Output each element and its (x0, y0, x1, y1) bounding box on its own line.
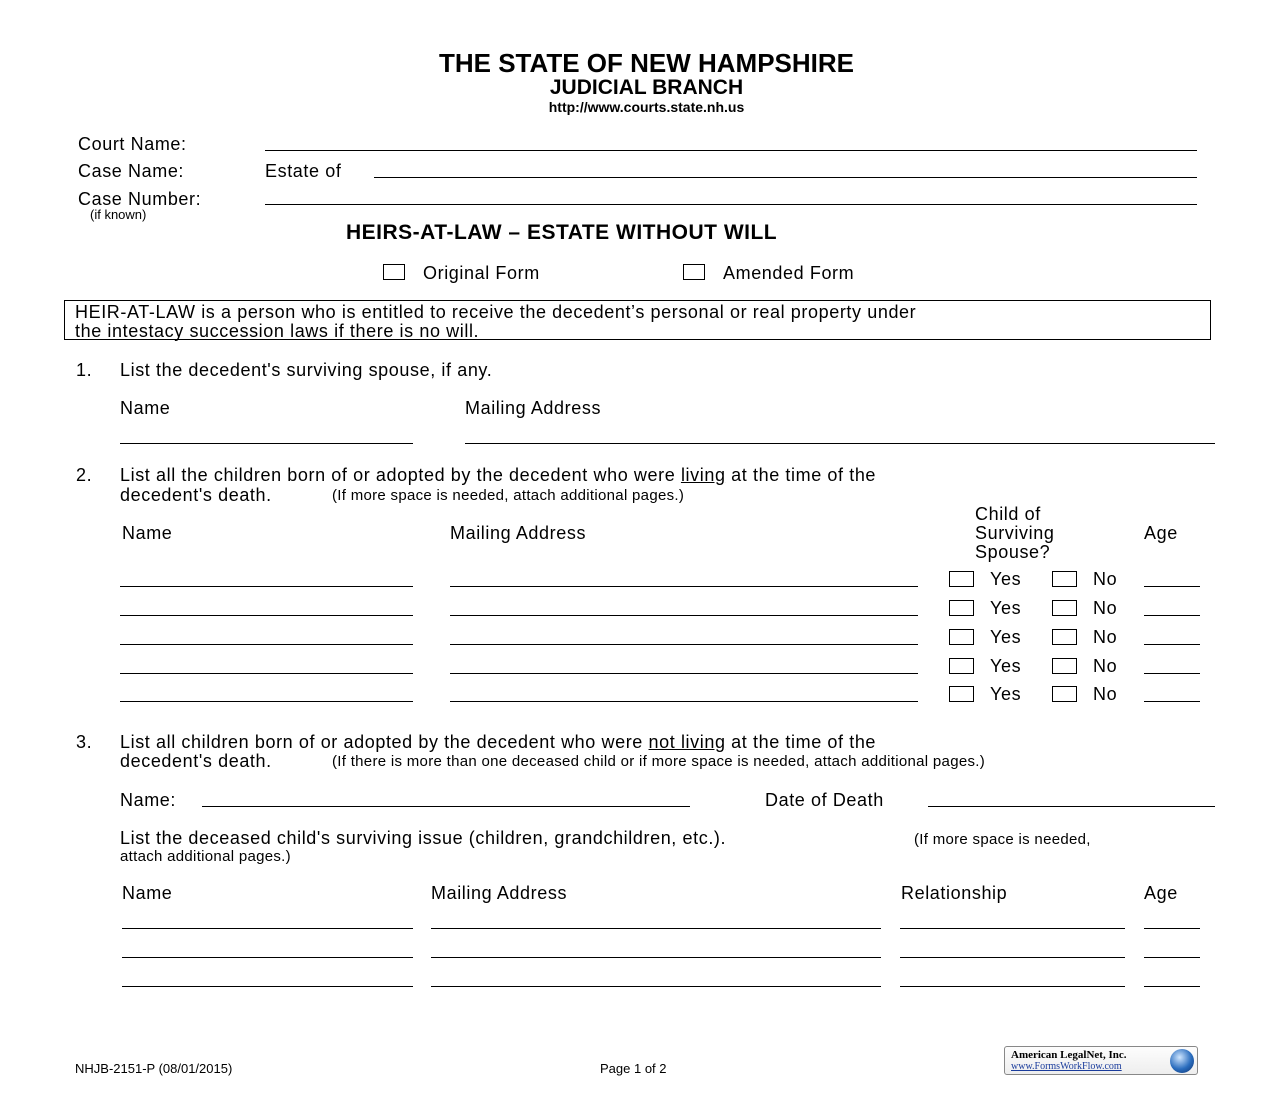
deceased-name-label: Name: (120, 790, 177, 810)
child-name-field[interactable] (120, 615, 413, 616)
no-label: No (1093, 656, 1118, 676)
section1-address-label: Mailing Address (465, 398, 602, 418)
date-of-death-field[interactable] (928, 806, 1215, 807)
court-name-field[interactable] (265, 150, 1197, 151)
section3-text-pre: List all children born of or adopted by the decedent who were (120, 732, 649, 752)
estate-of-label: Estate of (265, 161, 342, 181)
globe-icon (1170, 1049, 1194, 1073)
surviving-label: Surviving (975, 523, 1055, 543)
child-age-field[interactable] (1144, 615, 1200, 616)
definition-line1: HEIR-AT-LAW is a person who is entitled to receive the decedent’s personal or real property under (75, 302, 917, 322)
child-name-field[interactable] (120, 586, 413, 587)
child-age-field[interactable] (1144, 644, 1200, 645)
legalnet-logo[interactable] (1004, 1046, 1198, 1075)
yes-checkbox[interactable] (949, 571, 974, 587)
section1-text: List the decedent's surviving spouse, if any. (120, 360, 493, 380)
issue-age-field[interactable] (1144, 928, 1200, 929)
section2-text-post: at the time of the (725, 465, 877, 485)
no-checkbox[interactable] (1052, 571, 1077, 587)
issue-age-field[interactable] (1144, 986, 1200, 987)
amended-form-checkbox[interactable] (683, 264, 705, 280)
child-name-field[interactable] (120, 701, 413, 702)
no-label: No (1093, 569, 1118, 589)
case-number-field[interactable] (265, 204, 1197, 205)
section2-text-pre: List all the children born of or adopted by the decedent who were (120, 465, 681, 485)
courts-url: http://www.courts.state.nh.us (548, 99, 745, 115)
section2-age-label: Age (1144, 523, 1178, 543)
child-age-field[interactable] (1144, 586, 1200, 587)
section1-name-label: Name (120, 398, 171, 418)
issue-relationship-label: Relationship (901, 883, 1008, 903)
section2-address-label: Mailing Address (450, 523, 587, 543)
deceased-name-field[interactable] (202, 806, 690, 807)
no-label: No (1093, 684, 1118, 704)
issue-name-field[interactable] (122, 957, 413, 958)
child-address-field[interactable] (450, 644, 918, 645)
child-address-field[interactable] (450, 673, 918, 674)
case-name-field[interactable] (374, 177, 1197, 178)
logo-url[interactable]: www.FormsWorkFlow.com (1011, 1061, 1122, 1072)
issue-relationship-field[interactable] (900, 957, 1125, 958)
child-of-label: Child of (975, 504, 1041, 524)
child-address-field[interactable] (450, 615, 918, 616)
child-age-field[interactable] (1144, 673, 1200, 674)
issue-address-field[interactable] (431, 957, 881, 958)
branch-title: JUDICIAL BRANCH (549, 76, 744, 99)
form-title: HEIRS-AT-LAW – ESTATE WITHOUT WILL (346, 221, 778, 244)
yes-checkbox[interactable] (949, 629, 974, 645)
no-checkbox[interactable] (1052, 658, 1077, 674)
issue-note-1: (If more space is needed, (914, 831, 1091, 848)
issue-age-label: Age (1144, 883, 1178, 903)
no-label: No (1093, 627, 1118, 647)
yes-checkbox[interactable] (949, 658, 974, 674)
issue-text: List the deceased child's surviving issue (children, grandchildren, etc.). (120, 828, 727, 848)
section2-number: 2. (76, 465, 93, 485)
date-of-death-label: Date of Death (765, 790, 884, 810)
form-id: NHJB-2151-P (08/01/2015) (75, 1061, 233, 1076)
yes-label: Yes (990, 684, 1022, 704)
section2-note: (If more space is needed, attach additional pages.) (332, 487, 685, 504)
issue-address-label: Mailing Address (431, 883, 568, 903)
original-form-checkbox[interactable] (383, 264, 405, 280)
yes-checkbox[interactable] (949, 600, 974, 616)
yes-label: Yes (990, 656, 1022, 676)
issue-relationship-field[interactable] (900, 928, 1125, 929)
if-known-note: (if known) (90, 207, 147, 222)
section3-text (120, 732, 876, 753)
issue-name-label: Name (122, 883, 173, 903)
child-address-field[interactable] (450, 586, 918, 587)
page-number: Page 1 of 2 (600, 1061, 667, 1076)
no-checkbox[interactable] (1052, 629, 1077, 645)
issue-name-field[interactable] (122, 986, 413, 987)
section3-text-line2: decedent's death. (120, 751, 272, 771)
issue-age-field[interactable] (1144, 957, 1200, 958)
section2-text (120, 465, 876, 486)
section3-number: 3. (76, 732, 93, 752)
yes-label: Yes (990, 569, 1022, 589)
amended-form-label: Amended Form (723, 263, 855, 283)
logo-company: American LegalNet, Inc. (1011, 1049, 1127, 1061)
section3-text-post: at the time of the (725, 732, 877, 752)
original-form-label: Original Form (423, 263, 540, 283)
case-name-label: Case Name: (78, 161, 185, 181)
section3-text-not-living: not living (648, 732, 726, 752)
child-name-field[interactable] (120, 673, 413, 674)
section3-note: (If there is more than one deceased child or if more space is needed, attach additional pages.) (332, 753, 986, 770)
spouse-address-field[interactable] (465, 443, 1215, 444)
spouse-name-field[interactable] (120, 443, 413, 444)
child-address-field[interactable] (450, 701, 918, 702)
child-name-field[interactable] (120, 644, 413, 645)
no-checkbox[interactable] (1052, 686, 1077, 702)
section1-number: 1. (76, 360, 93, 380)
issue-address-field[interactable] (431, 928, 881, 929)
issue-note-2: attach additional pages.) (120, 848, 291, 865)
issue-name-field[interactable] (122, 928, 413, 929)
court-name-label: Court Name: (78, 134, 187, 154)
case-number-label: Case Number: (78, 189, 202, 209)
spouse-question-label: Spouse? (975, 542, 1051, 562)
no-checkbox[interactable] (1052, 600, 1077, 616)
section2-text-living: living (680, 465, 726, 485)
section2-name-label: Name (122, 523, 173, 543)
section2-text-line2: decedent's death. (120, 485, 272, 505)
yes-label: Yes (990, 627, 1022, 647)
issue-relationship-field[interactable] (900, 986, 1125, 987)
no-label: No (1093, 598, 1118, 618)
child-age-field[interactable] (1144, 701, 1200, 702)
yes-checkbox[interactable] (949, 686, 974, 702)
issue-address-field[interactable] (431, 986, 881, 987)
definition-line2: the intestacy succession laws if there is no will. (75, 321, 480, 341)
yes-label: Yes (990, 598, 1022, 618)
state-title: THE STATE OF NEW HAMPSHIRE (438, 48, 855, 78)
